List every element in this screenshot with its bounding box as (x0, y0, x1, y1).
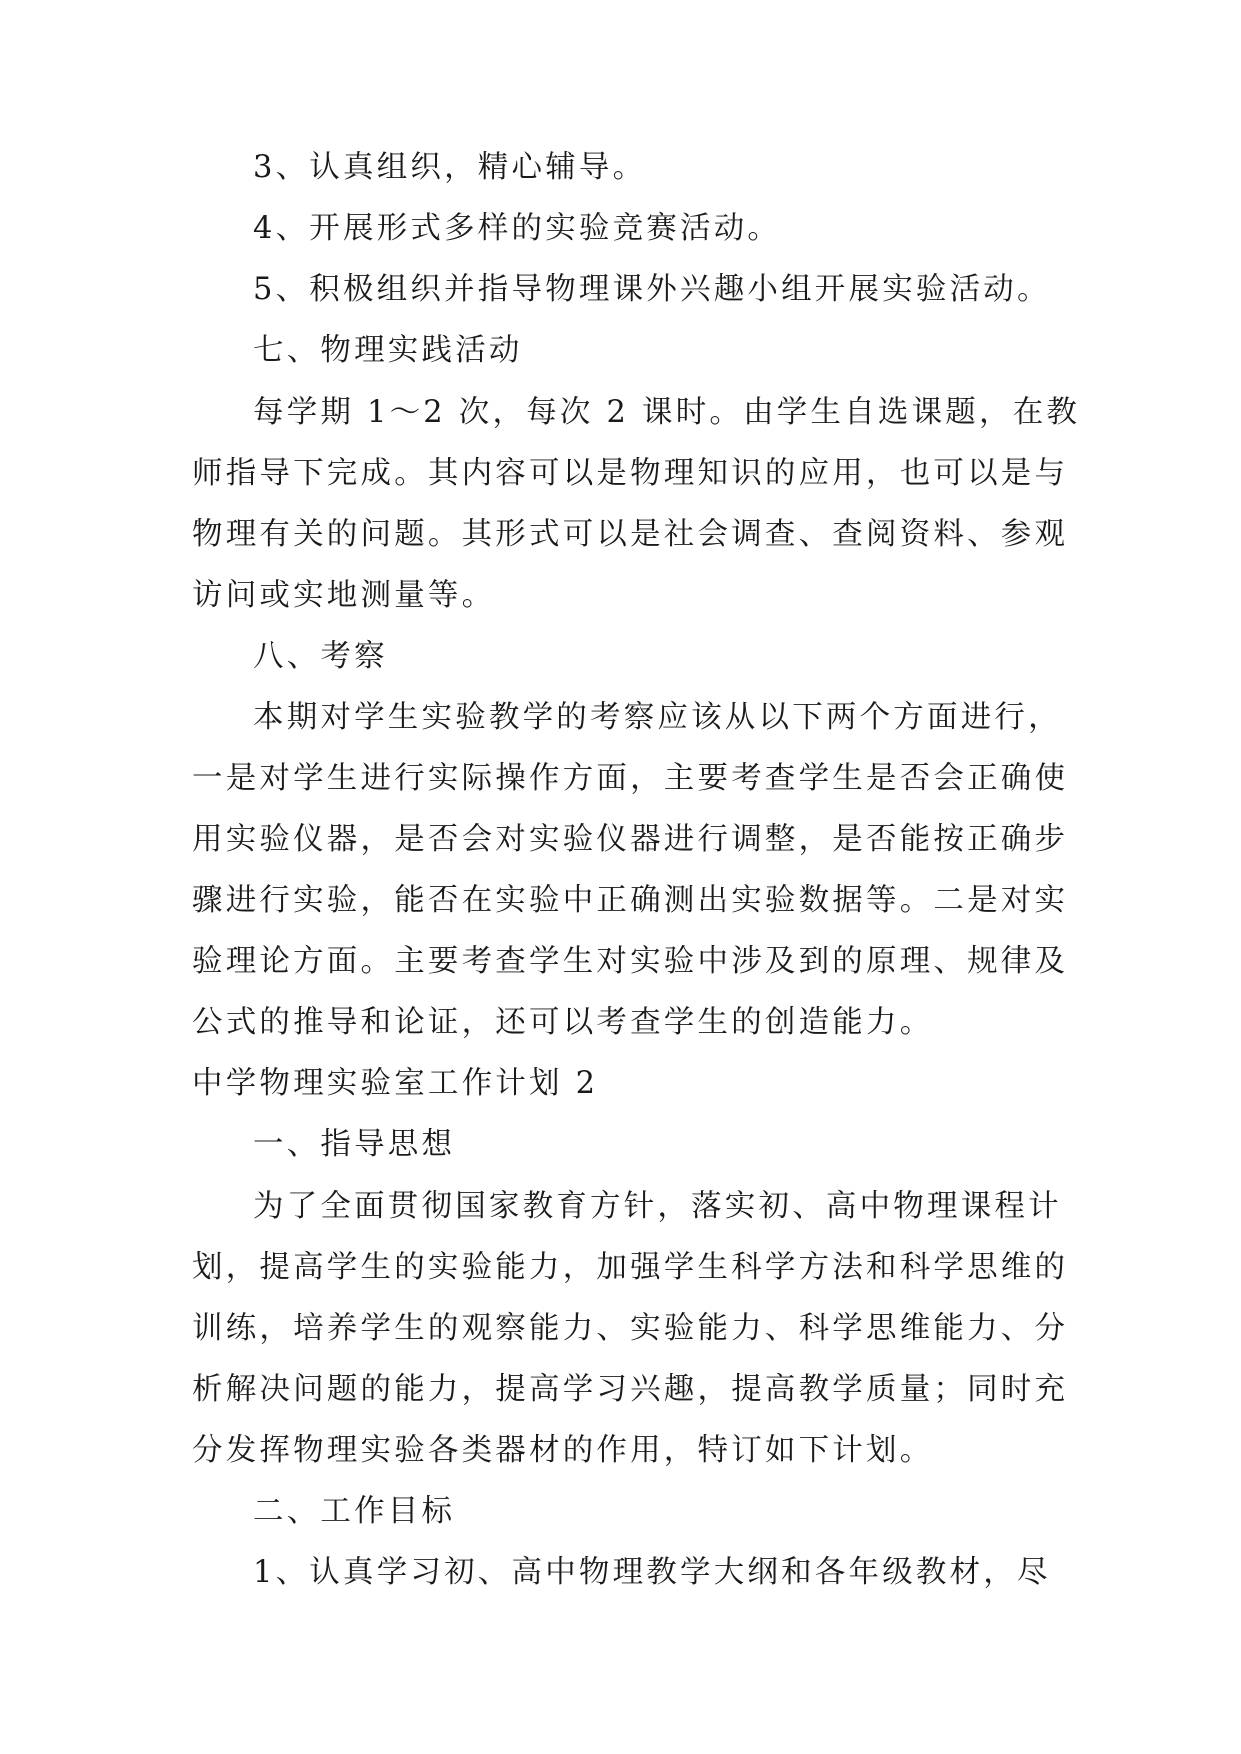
paragraph-line: 师指导下完成。其内容可以是物理知识的应用，也可以是与 (192, 456, 1069, 491)
paragraph-line: 为了全面贯彻国家教育方针，落实初、高中物理课程计 (253, 1189, 1062, 1224)
paragraph-line: 划，提高学生的实验能力，加强学生科学方法和科学思维的 (192, 1250, 1069, 1285)
section-heading-2: 二、工作目标 (253, 1494, 456, 1529)
paragraph-line: 分发挥物理实验各类器材的作用，特订如下计划。 (192, 1433, 934, 1468)
section-heading-8: 八、考察 (253, 639, 388, 674)
list-item-3: 3、认真组织，精心辅导。 (253, 150, 647, 185)
section-heading-7: 七、物理实践活动 (253, 333, 523, 368)
section-heading-1: 一、指导思想 (253, 1127, 456, 1162)
list-item-1: 1、认真学习初、高中物理教学大纲和各年级教材，尽 (253, 1555, 1051, 1590)
paragraph-line: 一是对学生进行实际操作方面，主要考查学生是否会正确使 (192, 761, 1069, 796)
paragraph-line: 公式的推导和论证，还可以考查学生的创造能力。 (192, 1005, 934, 1040)
paragraph-line: 访问或实地测量等。 (192, 578, 496, 613)
paragraph-line: 析解决问题的能力，提高学习兴趣，提高教学质量；同时充 (192, 1372, 1069, 1407)
list-item-4: 4、开展形式多样的实验竞赛活动。 (253, 211, 782, 246)
paragraph-line: 训练，培养学生的观察能力、实验能力、科学思维能力、分 (192, 1311, 1069, 1346)
document-title: 中学物理实验室工作计划 2 (192, 1066, 599, 1101)
paragraph-line: 每学期 1～2 次，每次 2 课时。由学生自选课题，在教 (253, 395, 1081, 430)
paragraph-line: 验理论方面。主要考查学生对实验中涉及到的原理、规律及 (192, 944, 1069, 979)
paragraph-line: 物理有关的问题。其形式可以是社会调查、查阅资料、参观 (192, 517, 1069, 552)
list-item-5: 5、积极组织并指导物理课外兴趣小组开展实验活动。 (253, 272, 1051, 307)
paragraph-line: 用实验仪器，是否会对实验仪器进行调整，是否能按正确步 (192, 822, 1069, 857)
paragraph-line: 本期对学生实验教学的考察应该从以下两个方面进行， (253, 700, 1062, 735)
paragraph-line: 骤进行实验，能否在实验中正确测出实验数据等。二是对实 (192, 883, 1069, 918)
